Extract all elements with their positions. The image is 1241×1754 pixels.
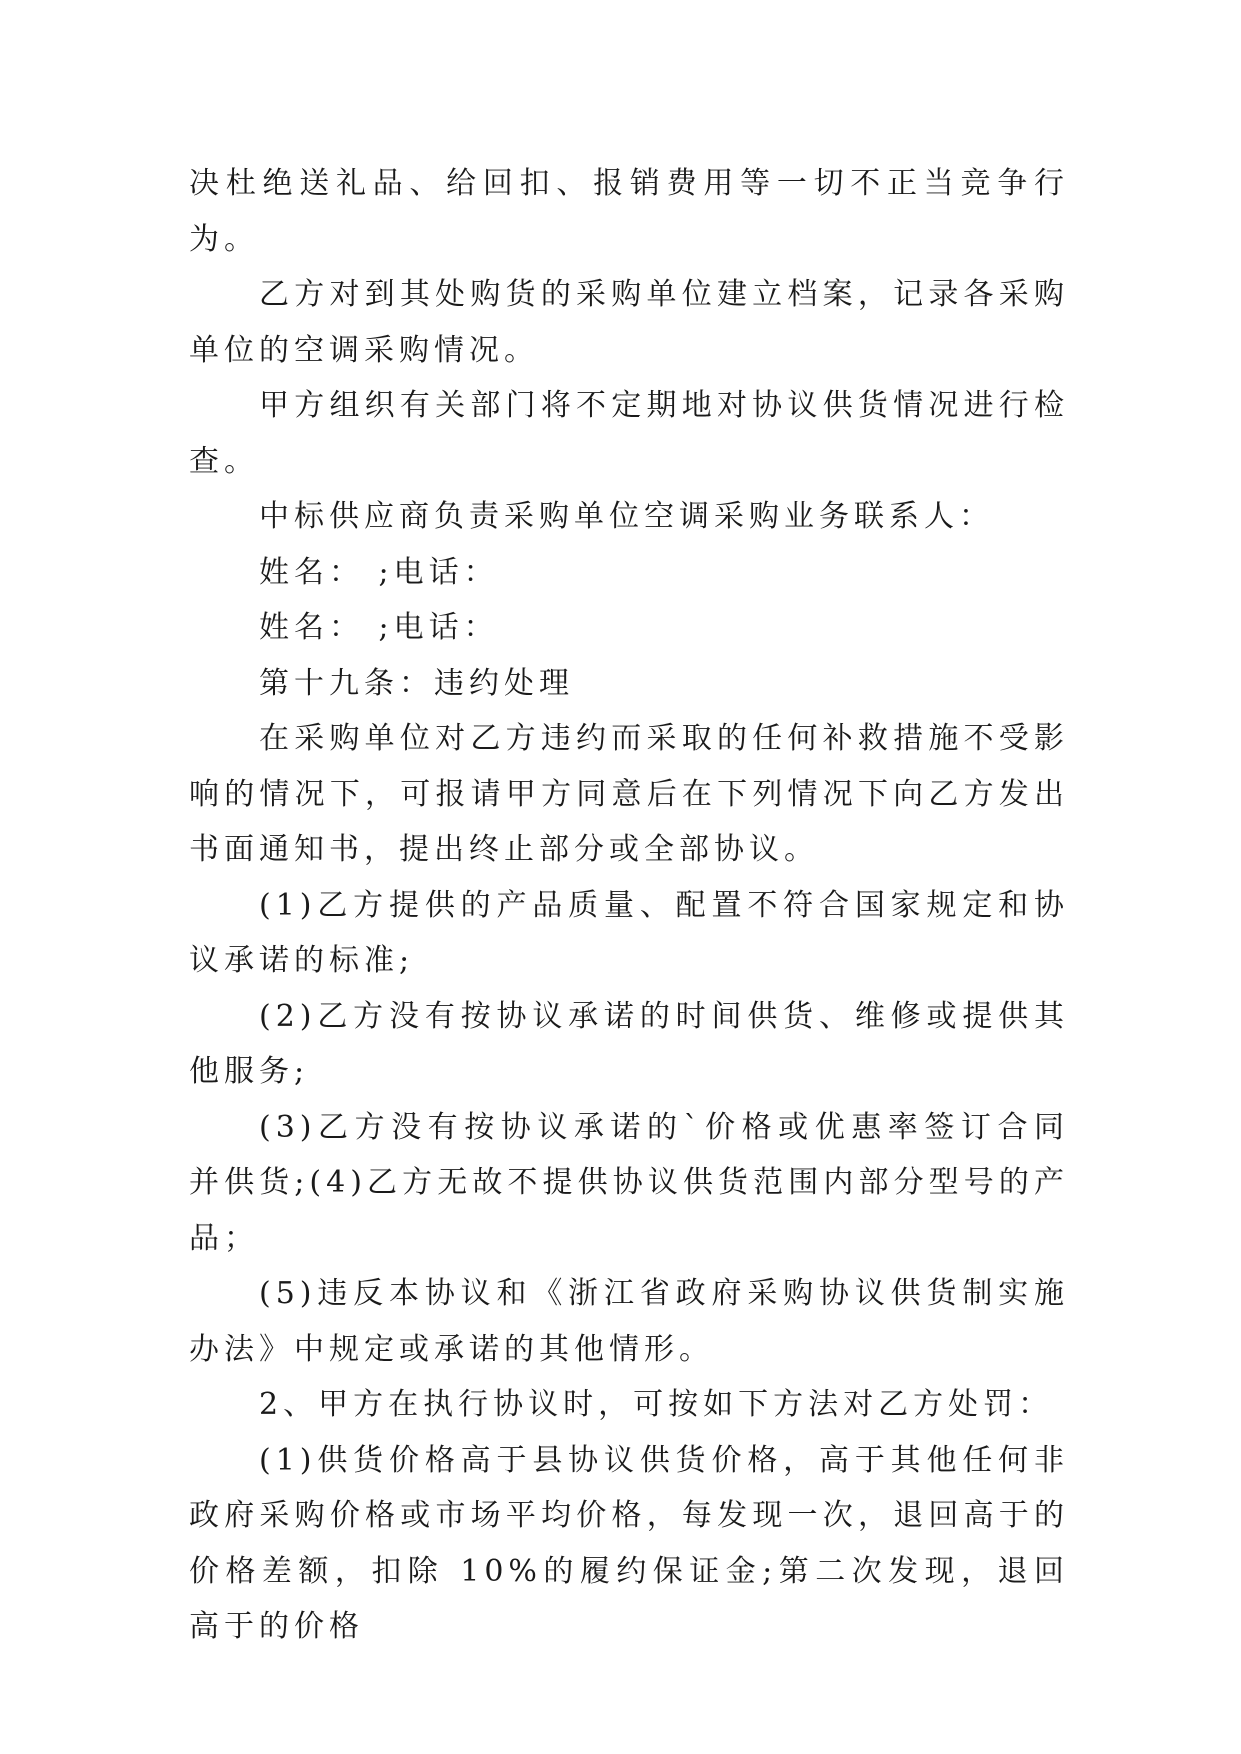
contact-line: 姓名： ;电话： (259, 554, 499, 590)
document-body (189, 156, 1069, 1655)
list-item: (2)乙方没有按协议承诺的时间供货、维修或提供其他服务; (189, 998, 1069, 1089)
paragraph: 甲方组织有关部门将不定期地对协议供货情况进行检查。 (189, 388, 1069, 479)
list-item: (1)乙方提供的产品质量、配置不符合国家规定和协议承诺的标准; (189, 887, 1069, 978)
paragraph: 乙方对到其处购货的采购单位建立档案，记录各采购单位的空调采购情况。 (189, 277, 1069, 368)
paragraph: 2、甲方在执行协议时，可按如下方法对乙方处罚： (259, 1387, 1054, 1422)
list-item: (3)乙方没有按协议承诺的`价格或优惠率签订合同并供货;(4)乙方无故不提供协议供货范围内部分型号的产品； (189, 1109, 1069, 1256)
list-item: (1)供货价格高于县协议供货价格，高于其他任何非政府采购价格或市场平均价格，每发现一次，退回高于的价格差额，扣除 10%的履约保证金;第二次发现，退回高于的价格 (189, 1442, 1069, 1644)
article-heading: 第十九条：违约处理 (259, 665, 574, 701)
list-item: (5)违反本协议和《浙江省政府采购协议供货制实施办法》中规定或承诺的其他情形。 (189, 1276, 1069, 1367)
contact-line: 姓名： ;电话： (259, 610, 499, 645)
contact-heading: 中标供应商负责采购单位空调采购业务联系人： (259, 499, 994, 534)
paragraph: 在采购单位对乙方违约而采取的任何补救措施不受影响的情况下，可报请甲方同意后在下列情况下向乙方发出书面通知书，提出终止部分或全部协议。 (189, 721, 1069, 867)
paragraph: 决杜绝送礼品、给回扣、报销费用等一切不正当竞争行为。 (189, 166, 1069, 257)
